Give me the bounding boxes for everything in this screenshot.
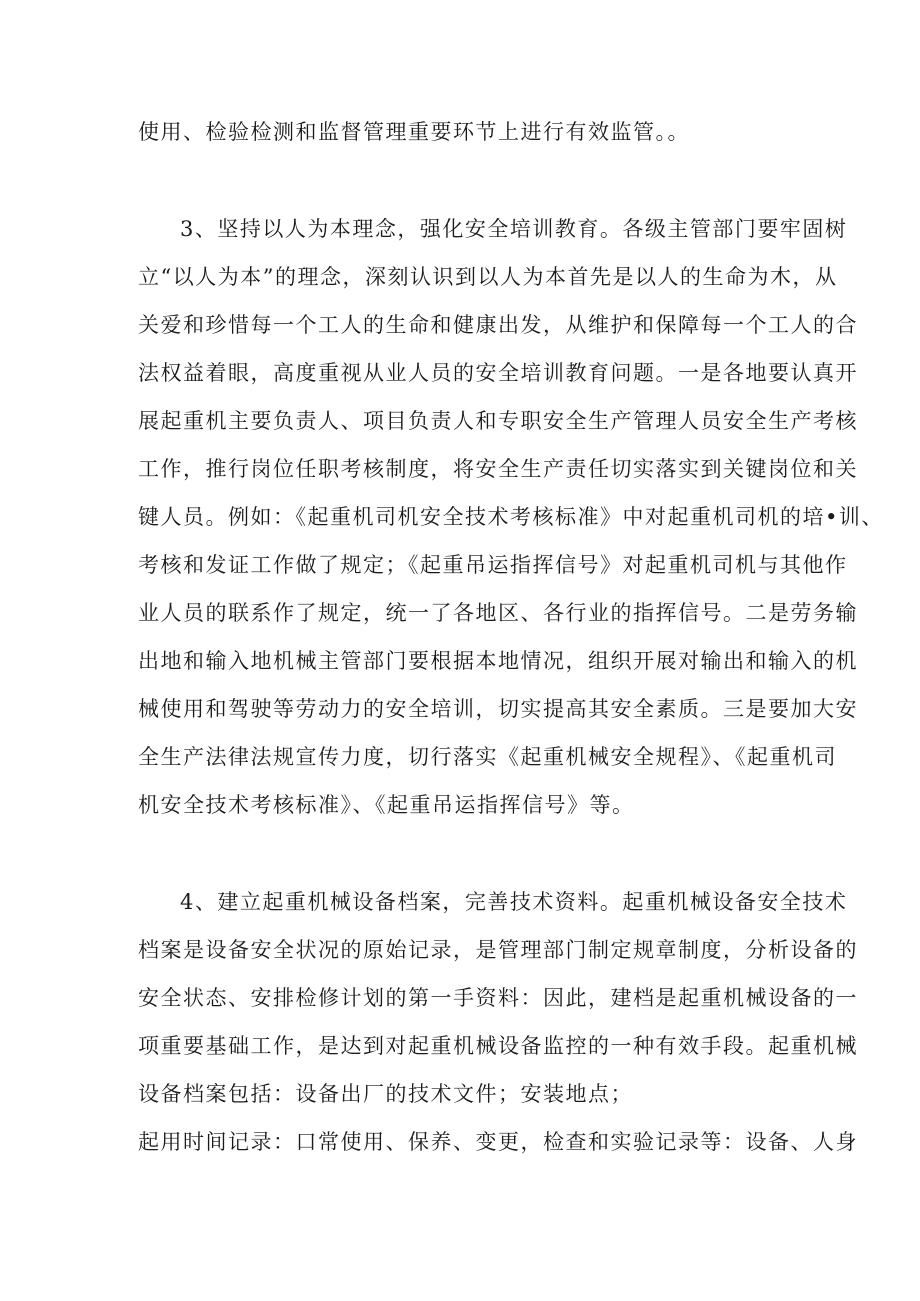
paragraph-line: 项重要基础工作，是达到对起重机械设备监控的一种有效手段。起重机械 [138, 1034, 858, 1058]
paragraph-line: 键人员。例如：《起重机司机安全技术考核标准》中对起重机司机的培•训、 [138, 505, 884, 529]
paragraph-line: 全生产法律法规宣传力度，切行落实《起重机械安全规程》、《起重机司 [138, 745, 837, 769]
paragraph-line: 档案是设备安全状况的原始记录，是管理部门制定规章制度，分析设备的 [138, 938, 858, 962]
paragraph-line: 法权益着眼，高度重视从业人员的安全培训教育问题。一是各地要认真开 [138, 361, 858, 385]
paragraph-line: 立“以人为本”的理念，深刻认识到以人为本首先是以人的生命为木，从 [138, 265, 838, 289]
paragraph-line: 3、坚持以人为本理念，强化安全培训教育。各级主管部门要牢固树 [180, 217, 848, 241]
paragraph-line: 考核和发证工作做了规定；《起重吊运指挥信号》对起重机司机与其他作 [138, 553, 848, 577]
paragraph-line: 关爱和珍惜每一个工人的生命和健康出发，从维护和保障每一个工人的合 [138, 313, 858, 337]
paragraph-line: 出地和输入地机械主管部门要根据本地情况，组织开展对输出和输入的机 [138, 649, 858, 673]
paragraph-line: 工作，推行岗位任职考核制度，将安全生产责任切实落实到关键岗位和关 [138, 457, 858, 481]
paragraph-line: 械使用和驾驶等劳动力的安全培训，切实提高其安全素质。三是要加大安 [138, 697, 858, 721]
paragraph-line: 业人员的联系作了规定，统一了各地区、各行业的指挥信号。二是劳务输 [138, 601, 858, 625]
paragraph-line: 机安全技术考核标准》、《起重吊运指挥信号》等。 [138, 793, 635, 817]
paragraph-line: 安全状态、安排检修计划的第一手资料：因此，建档是起重机械设备的一 [138, 986, 858, 1010]
paragraph-line: 使用、检验检测和监督管理重要环节上进行有效监管。。 [138, 120, 690, 144]
paragraph-line: 设备档案包括：设备出厂的技术文件；安装地点； [138, 1082, 633, 1106]
paragraph-line: 展起重机主要负责人、项目负责人和专职安全生产管理人员安全生产考核 [138, 409, 858, 433]
paragraph-line: 起用时间记录：口常使用、保养、变更，检查和实验记录等：设备、人身 [138, 1130, 858, 1154]
paragraph-line: 4、建立起重机械设备档案，完善技术资料。起重机械设备安全技术 [180, 890, 848, 914]
